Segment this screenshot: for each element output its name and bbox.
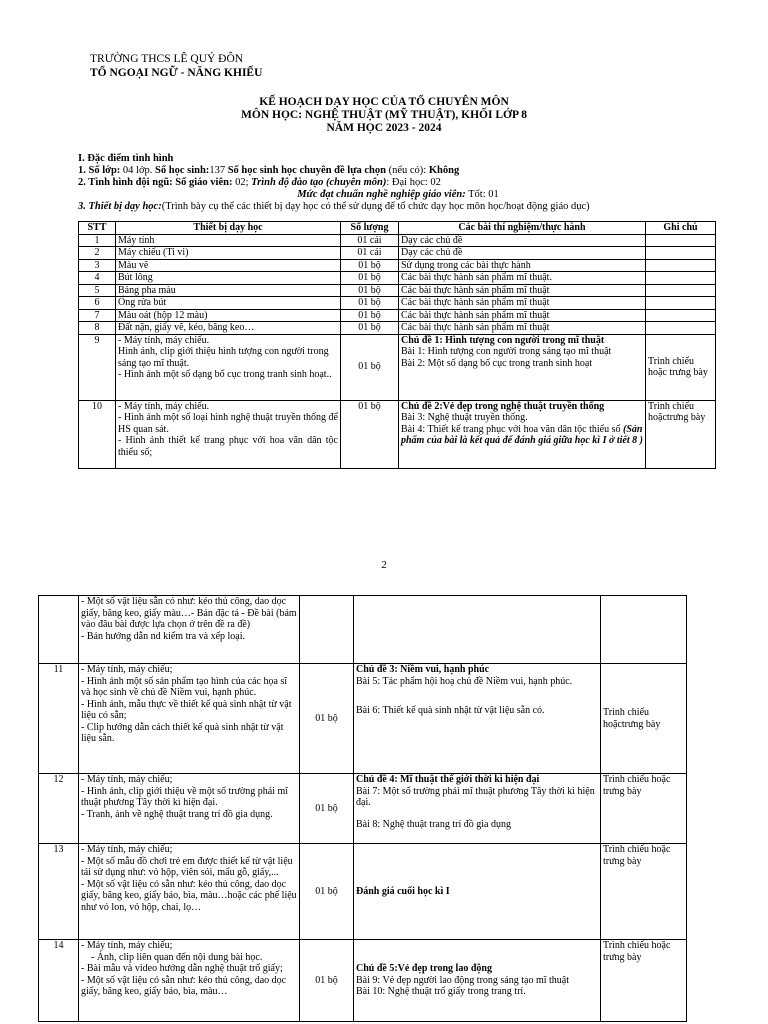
cell-lesson: Dạy các chủ đề (399, 247, 646, 260)
cell-stt: 1 (79, 234, 116, 247)
table-row (79, 284, 716, 297)
col-stt: STT (79, 222, 116, 235)
cell-qty: 01 bộ (341, 309, 399, 322)
title-line-1: KẾ HOẠCH DẠY HỌC CỦA TỔ CHUYÊN MÔN (259, 96, 509, 108)
equipment-table (78, 221, 716, 469)
cell-lesson: Các bài thực hành sản phẩm mĩ thuật (399, 322, 646, 335)
cell-stt: 2 (79, 247, 116, 260)
class-info-line: 1. Số lớp: 04 lớp. Số học sinh:137 Số học sinh học chuyên đề lựa chọn (nếu có): Không (78, 165, 460, 176)
table-row: 12 - Máy tính, máy chiếu; - Hình ảnh, clip giới thiệu về một số trường phái mĩ thuật phương Tây thời kì hiện đại. - Tranh, ảnh về nghệ thuật trang trí đồ gia dụng. 01 bộ Chủ đề 4: Mĩ thuật thế giới thời kì hiện đại Bài 7: Một số trường phái mĩ thuật phương Tây thời kì hiện đại. Bài 8: Nghệ thuật trang trí đồ gia dụng Trình chiếu hoặc trưng bày (39, 774, 687, 844)
cell-stt: 7 (79, 309, 116, 322)
cell-equip: Máy chiếu (Ti vi) (116, 247, 341, 260)
col-equipment: Thiết bị dạy học (116, 222, 341, 235)
cell-note (646, 247, 716, 260)
cell-lesson: Các bài thực hành sản phẩm mĩ thuật (399, 309, 646, 322)
cell-note (646, 322, 716, 335)
cell-note (646, 297, 716, 310)
table-row (79, 272, 716, 285)
cell-stt: 4 (79, 272, 116, 285)
cell-lesson: Các bài thực hành sản phẩm mĩ thuật. (399, 272, 646, 285)
cell-note (646, 284, 716, 297)
section-overview (78, 153, 718, 213)
col-quantity: Số lượng (341, 222, 399, 235)
cell-note (646, 309, 716, 322)
table-row (79, 247, 716, 260)
school-name: TRƯỜNG THCS LÊ QUÝ ĐÔN (90, 53, 244, 65)
table-row: 11 - Máy tính, máy chiếu; - Hình ảnh một số sản phẩm tạo hình của các họa sĩ và học sinh về chủ đề Niềm vui, hạnh phúc. - Hình ảnh, mẫu thực về thiết kế quà sinh nhật từ vật liệu có sẵn; - Clip hướng dẫn cách thiết kế quà sinh nhật từ vật liệu sẵn. 01 bộ Chủ đề 3: Niềm vui, hạnh phúc Bài 5: Tác phẩm hội hoạ chủ đề Niềm vui, hạnh phúc. Bài 6: Thiết kế quà sinh nhật từ vật liệu sẵn có. Trình chiếu hoặctrưng bày (39, 664, 687, 774)
cell-lesson: Các bài thực hành sản phẩm mĩ thuật (399, 297, 646, 310)
cell-stt: 5 (79, 284, 116, 297)
table-row (79, 322, 716, 335)
table-row (79, 297, 716, 310)
title-line-2: MÔN HỌC: NGHỆ THUẬT (MỸ THUẬT), KHỐI LỚP 8 (241, 109, 527, 121)
school-header (90, 52, 262, 80)
cell-qty: 01 bộ (341, 284, 399, 297)
cell-note (646, 259, 716, 272)
col-notes: Ghi chú (646, 222, 716, 235)
table-row: - Một số vật liệu sẵn có như: kéo thủ công, dao dọc giấy, băng keo, giấy màu…- Bản đặc tả - Đề bài (bám vào đâu bài được lựa chọn ở trên đề ra đề) - Bản hướng dẫn nd kiểm tra và xếp loại. (39, 596, 687, 664)
cell-equip: Máy tính (116, 234, 341, 247)
cell-equip: Đất nặn, giấy vẽ, kéo, băng keo… (116, 322, 341, 335)
cell-qty: 01 bộ (341, 297, 399, 310)
cell-lesson: Sử dụng trong các bài thực hành (399, 259, 646, 272)
cell-qty: 01 cái (341, 234, 399, 247)
title-line-3: NĂM HỌC 2023 - 2024 (326, 122, 442, 134)
staff-info-line: 2. Tình hình đội ngũ: Số giáo viên: 02; Trình độ đào tạo (chuyên môn): Đại học: 02 (78, 177, 441, 188)
cell-qty: 01 cái (341, 247, 399, 260)
cell-note (646, 234, 716, 247)
cell-equip: Bảng pha màu (116, 284, 341, 297)
equipment-intro-line: 3. Thiết bị dạy học:(Trình bày cụ thể các thiết bị dạy học có thể sử dụng để tổ chức dạy học môn học/hoạt động giáo dục) (78, 201, 590, 212)
table-row: 13 - Máy tính, máy chiếu; - Một số mẫu đồ chơi trẻ em được thiết kế từ vật liệu tái sử dụng như: vỏ hộp, viên sỏi, mẩu gỗ, giấy,... - Một số vật liệu có sẵn như: kéo thủ công, dao dọc giấy, băng keo, giấy báo, bìa, màu…hoặc các phế liệu như vỏ lon, vỏ hộp, chai, lọ… 01 bộ Đánh giá cuối học kì I Trình chiếu hoặc trưng bày (39, 844, 687, 940)
table-row (79, 309, 716, 322)
equipment-table-continued (38, 595, 687, 1022)
cell-stt: 3 (79, 259, 116, 272)
cell-lesson: Các bài thực hành sản phẩm mĩ thuật (399, 284, 646, 297)
table-row (79, 234, 716, 247)
cell-stt: 6 (79, 297, 116, 310)
cell-equip: Bút lông (116, 272, 341, 285)
col-lessons: Các bài thí nghiệm/thực hành (399, 222, 646, 235)
group-name: TỔ NGOẠI NGỮ - NĂNG KHIẾU (90, 67, 263, 79)
cell-qty: 01 bộ (341, 322, 399, 335)
section-heading: I. Đặc điểm tình hình (78, 153, 174, 164)
cell-qty: 01 bộ (341, 259, 399, 272)
table-row (79, 259, 716, 272)
cell-equip: Màu oát (hộp 12 màu) (116, 309, 341, 322)
cell-equip: Ống rửa bút (116, 297, 341, 310)
cell-lesson: Dạy các chủ đề (399, 234, 646, 247)
table-row: 9 - Máy tính, máy chiếu. Hình ảnh, clip giới thiệu hình tượng con người trong sáng tạo mĩ thuật. - Hình ảnh một số dạng bố cục trong tranh sinh hoạt.. 01 bộ Chủ đề 1: Hình tượng con người trong mĩ thuật Bài 1: Hình tượng con người trong sáng tạo mĩ thuật Bài 2: Một số dạng bố cục trong tranh sinh hoạt Trình chiếu hoặc trưng bày (79, 334, 716, 400)
cell-equip: Màu vẽ (116, 259, 341, 272)
table-row: 14 - Máy tính, máy chiếu; - Ảnh, clip liên quan đến nội dung bài học. - Bài mẫu và video hướng dẫn nghệ thuật trổ giấy; - Một số vật liệu có sẵn như: kéo thủ công, dao dọc giấy, băng keo, giấy báo, bìa, màu… 01 bộ Chủ đề 5:Vẻ đẹp trong lao động Bài 9: Vẻ đẹp người lao động trong sáng tạo mĩ thuật Bài 10: Nghệ thuật trổ giấy trong trang trí. Trình chiếu hoặc trưng bày (39, 940, 687, 1022)
page-number: 2 (381, 559, 387, 571)
cell-stt: 8 (79, 322, 116, 335)
cell-qty: 01 bộ (341, 272, 399, 285)
staff-standard-line: Mức đạt chuẩn nghề nghiệp giáo viên: Tốt: 01 (297, 189, 499, 200)
document-title (0, 96, 768, 135)
table-row: 10 - Máy tính, máy chiếu. - Hình ảnh một số loại hình nghệ thuật truyền thống để HS quan sát. - Hình ảnh thiết kế trang phục với hoa văn dân tộc thiểu số; 01 bộ Chủ đề 2:Vẻ đẹp trong nghệ thuật truyền thống Bài 3: Nghệ thuật truyền thống. Bài 4: Thiết kế trang phục với hoa văn dân tộc thiểu số (Sản phẩm của bài là kết quả để đánh giá giữa học kì I ở tiết 8 ) Trình chiếu hoặctrưng bày (79, 400, 716, 468)
cell-note (646, 272, 716, 285)
